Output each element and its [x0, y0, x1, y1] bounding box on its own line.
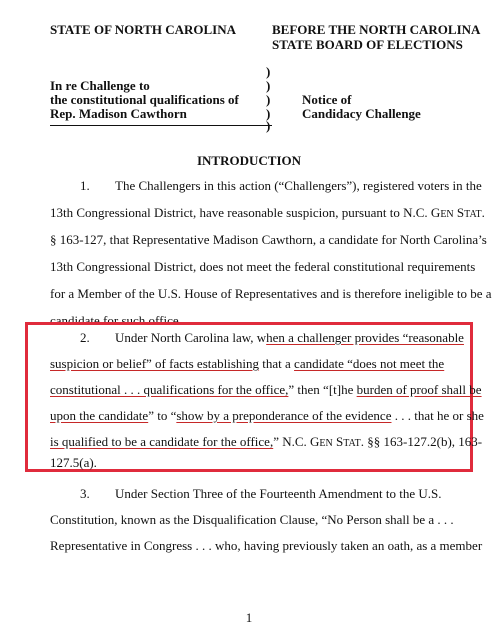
- para2-line1: Under North Carolina law, when a challenger provides “reasonable: [115, 330, 464, 345]
- para1-line4: 13th Congressional District, does not meet the federal constitutional requirements: [50, 259, 476, 274]
- notice-line1: Notice of: [302, 92, 352, 107]
- caption-paren: ): [266, 92, 271, 107]
- caption-paren: ): [266, 118, 271, 133]
- para1-line6: candidate for such office.: [50, 313, 182, 328]
- para3-number: 3.: [80, 486, 90, 501]
- caption-paren: ): [266, 78, 271, 93]
- para3-line2: Constitution, known as the Disqualification Clause, “No Person shall be a . . .: [50, 512, 454, 527]
- caption-rule: [50, 125, 272, 126]
- para3-line1: Under Section Three of the Fourteenth Amendment to the U.S.: [115, 486, 442, 501]
- para2-line6: 127.5(a).: [50, 455, 97, 470]
- caption-paren: ): [266, 64, 271, 79]
- caption-paren: ): [266, 106, 271, 121]
- page-number: 1: [245, 610, 253, 625]
- para3-line3: Representative in Congress . . . who, having previously taken an oath, as a member: [50, 538, 483, 553]
- notice-line2: Candidacy Challenge: [302, 106, 421, 121]
- caption-state: STATE OF NORTH CAROLINA: [50, 22, 237, 37]
- para1-line5: for a Member of the U.S. House of Representatives and is therefore ineligible to be a: [50, 286, 492, 301]
- para2-number: 2.: [80, 330, 90, 345]
- para1-line3: § 163-127, that Representative Madison Cawthorn, a candidate for North Carolina’s: [50, 232, 487, 247]
- para2-line5: is qualified to be a candidate for the office,” N.C. GEN STAT. §§ 163-127.2(b), 163-: [50, 434, 483, 449]
- caption-court-line2: STATE BOARD OF ELECTIONS: [272, 37, 463, 52]
- matter-line3: Rep. Madison Cawthorn: [50, 106, 187, 121]
- matter-line1: In re Challenge to: [50, 78, 150, 93]
- section-heading: INTRODUCTION: [196, 153, 301, 168]
- caption-court-line1: BEFORE THE NORTH CAROLINA: [272, 22, 481, 37]
- para2-line3: constitutional . . . qualifications for the office,” then “[t]he burden of proof shall be: [50, 382, 482, 397]
- para2-line4: upon the candidate” to “show by a preponderance of the evidence . . . that he or she: [50, 408, 484, 423]
- matter-line2: the constitutional qualifications of: [50, 92, 239, 107]
- para1-number: 1.: [80, 178, 90, 193]
- para1-line2: 13th Congressional District, have reasonable suspicion, pursuant to N.C. GEN STAT.: [50, 205, 485, 220]
- para2-line2: suspicion or belief” of facts establishing that a candidate “does not meet the: [50, 356, 445, 371]
- para1-line1: The Challengers in this action (“Challengers”), registered voters in the: [115, 178, 482, 193]
